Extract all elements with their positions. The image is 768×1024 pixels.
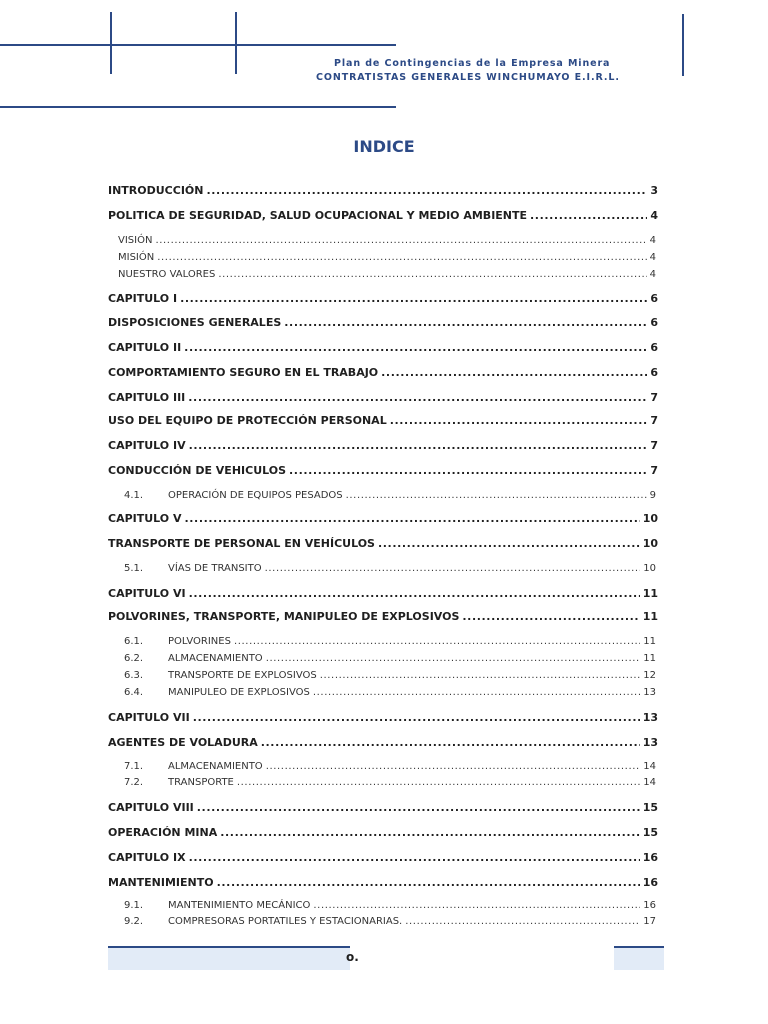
toc-entry: [124, 653, 656, 664]
toc-entry-label: DISPOSICIONES GENERALES: [108, 316, 282, 329]
toc-entry: [108, 512, 658, 525]
toc-entry: [108, 851, 658, 864]
toc-entry: [108, 826, 658, 839]
toc-entry: [108, 439, 658, 452]
toc-entry-label: ALMACENAMIENTO: [168, 653, 263, 664]
page-title: INDICE: [353, 137, 415, 156]
toc-leader-dots: [530, 209, 647, 222]
toc-entry-number: 9.2.: [124, 916, 144, 927]
toc-entry-label: MANIPULEO DE EXPLOSIVOS: [168, 687, 310, 698]
toc-entry-page: 15: [642, 826, 658, 839]
toc-entry-page: 4: [649, 252, 656, 263]
toc-entry-page: 6: [650, 316, 658, 329]
toc-entry: [124, 490, 656, 501]
toc-entry-page: 10: [643, 563, 656, 574]
header-line-1: Plan de Contingencias de la Empresa Minera: [334, 58, 611, 69]
toc-entry: [124, 636, 656, 647]
toc-entry: [124, 687, 656, 698]
footer-rule-left: [108, 946, 350, 948]
toc-entry-label: TRANSPORTE DE EXPLOSIVOS: [168, 670, 317, 681]
toc-entry-number: 6.2.: [124, 653, 144, 664]
toc-entry: [108, 587, 658, 600]
toc-entry-page: 16: [643, 900, 656, 911]
toc-leader-dots: [265, 563, 641, 574]
toc-entry-label: TRANSPORTE: [168, 777, 234, 788]
toc-entry: [108, 801, 658, 814]
footer-box-left: [108, 948, 350, 970]
toc-entry-number: 6.1.: [124, 636, 144, 647]
toc-leader-dots: [234, 636, 640, 647]
toc-entry-label: POLVORINES, TRANSPORTE, MANIPULEO DE EXPLOSIVOS: [108, 610, 460, 623]
toc-entry: [108, 292, 658, 305]
toc-entry-label: MISIÓN: [118, 252, 155, 263]
toc-entry: [108, 711, 658, 724]
toc-entry-page: 9: [649, 490, 656, 501]
toc-entry-number: 6.4.: [124, 687, 144, 698]
toc-entry-number: 9.1.: [124, 900, 144, 911]
toc-leader-dots: [390, 414, 648, 427]
toc-entry: [108, 464, 658, 477]
toc-leader-dots: [346, 490, 647, 501]
toc-entry: [118, 269, 656, 280]
toc-entry: [124, 900, 656, 911]
toc-entry-page: 10: [642, 512, 658, 525]
toc-entry: [108, 876, 658, 889]
toc-entry-label: USO DEL EQUIPO DE PROTECCIÓN PERSONAL: [108, 414, 387, 427]
toc-entry: [118, 252, 656, 263]
toc-entry-page: 11: [643, 653, 656, 664]
toc-leader-dots: [220, 826, 639, 839]
toc-entry: [108, 209, 658, 222]
toc-entry-label: CAPITULO II: [108, 341, 182, 354]
toc-entry-page: 7: [650, 439, 658, 452]
toc-leader-dots: [405, 916, 640, 927]
toc-leader-dots: [155, 235, 646, 246]
toc-leader-dots: [266, 653, 641, 664]
toc-entry-page: 16: [642, 876, 658, 889]
toc-leader-dots: [197, 801, 640, 814]
toc-entry-page: 7: [650, 391, 658, 404]
toc-entry-page: 12: [643, 670, 656, 681]
footer-rule-right: [614, 946, 664, 948]
toc-entry-label: CONDUCCIÓN DE VEHICULOS: [108, 464, 287, 477]
toc-entry-label: COMPORTAMIENTO SEGURO EN EL TRABAJO: [108, 366, 379, 379]
toc-entry: [108, 341, 658, 354]
toc-entry: [124, 670, 656, 681]
toc-entry-page: 11: [642, 610, 658, 623]
toc-entry: [108, 610, 658, 623]
toc-leader-dots: [180, 292, 647, 305]
toc-leader-dots: [320, 670, 641, 681]
toc-entry-label: MANTENIMIENTO: [108, 876, 214, 889]
toc-leader-dots: [313, 687, 640, 698]
toc-leader-dots: [193, 711, 640, 724]
toc-leader-dots: [157, 252, 646, 263]
toc-entry-page: 6: [650, 292, 658, 305]
toc-entry-label: OPERACIÓN MINA: [108, 826, 218, 839]
toc-entry-page: 15: [642, 801, 658, 814]
toc-entry-label: AGENTES DE VOLADURA: [108, 736, 258, 749]
toc-entry-page: 13: [642, 736, 658, 749]
toc-entry-page: 3: [650, 184, 658, 197]
toc-entry: [108, 391, 658, 404]
toc-entry: [108, 414, 658, 427]
toc-entry-label: TRANSPORTE DE PERSONAL EN VEHÍCULOS: [108, 537, 375, 550]
toc-entry: [124, 777, 656, 788]
toc-leader-dots: [218, 269, 646, 280]
toc-entry-page: 7: [650, 414, 658, 427]
header-line-2: CONTRATISTAS GENERALES WINCHUMAYO E.I.R.L.: [316, 72, 620, 83]
toc-entry: [108, 736, 658, 749]
toc-entry: [108, 184, 658, 197]
toc-entry-page: 14: [643, 777, 656, 788]
toc-entry-label: POLVORINES: [168, 636, 231, 647]
toc-entry: [124, 563, 656, 574]
toc-leader-dots: [189, 851, 640, 864]
toc-entry: [124, 916, 656, 927]
toc-entry-number: 4.1.: [124, 490, 144, 501]
footer-box-right: [614, 948, 664, 970]
toc-entry-label: CAPITULO VII: [108, 711, 190, 724]
toc-entry-label: OPERACIÓN DE EQUIPOS PESADOS: [168, 490, 343, 501]
toc-leader-dots: [381, 366, 647, 379]
toc-leader-dots: [206, 184, 647, 197]
toc-leader-dots: [313, 900, 640, 911]
toc-entry-label: VÍAS DE TRANSITO: [168, 563, 262, 574]
toc-entry-page: 14: [643, 761, 656, 772]
toc-entry-page: 10: [642, 537, 658, 550]
toc-leader-dots: [261, 736, 640, 749]
toc-leader-dots: [266, 761, 641, 772]
footer-text: o.: [346, 950, 359, 964]
toc-entry-label: CAPITULO I: [108, 292, 178, 305]
toc-entry-page: 4: [649, 235, 656, 246]
toc-entry-label: CAPITULO III: [108, 391, 186, 404]
toc-entry: [108, 316, 658, 329]
toc-leader-dots: [284, 316, 647, 329]
toc-entry-label: ALMACENAMIENTO: [168, 761, 263, 772]
toc-entry-page: 4: [650, 209, 658, 222]
toc-entry-number: 7.2.: [124, 777, 144, 788]
toc-entry: [108, 366, 658, 379]
toc-leader-dots: [217, 876, 640, 889]
toc-entry-label: INTRODUCCIÓN: [108, 184, 204, 197]
toc-entry-page: 17: [643, 916, 656, 927]
toc-leader-dots: [188, 391, 647, 404]
toc-entry-page: 7: [650, 464, 658, 477]
toc-entry-label: POLITICA DE SEGURIDAD, SALUD OCUPACIONAL Y MEDIO AMBIENTE: [108, 209, 528, 222]
toc-entry-label: VISIÓN: [118, 235, 153, 246]
toc-leader-dots: [237, 777, 640, 788]
toc-leader-dots: [184, 341, 647, 354]
toc-leader-dots: [462, 610, 639, 623]
toc-entry: [124, 761, 656, 772]
toc-entry-label: CAPITULO IV: [108, 439, 186, 452]
toc-entry-number: 7.1.: [124, 761, 144, 772]
toc-leader-dots: [185, 512, 640, 525]
toc-leader-dots: [378, 537, 640, 550]
toc-entry-page: 6: [650, 341, 658, 354]
toc-entry-number: 5.1.: [124, 563, 144, 574]
toc-entry-label: CAPITULO IX: [108, 851, 186, 864]
toc-entry-page: 13: [643, 687, 656, 698]
toc-entry-label: CAPITULO VI: [108, 587, 186, 600]
toc-entry-page: 11: [642, 587, 658, 600]
toc-leader-dots: [289, 464, 647, 477]
toc-entry-label: CAPITULO VIII: [108, 801, 194, 814]
toc-entry-label: CAPITULO V: [108, 512, 182, 525]
toc-entry-label: NUESTRO VALORES: [118, 269, 216, 280]
toc-entry: [108, 537, 658, 550]
toc-leader-dots: [189, 587, 640, 600]
toc-entry-number: 6.3.: [124, 670, 144, 681]
toc-entry-page: 4: [649, 269, 656, 280]
toc-entry-page: 16: [642, 851, 658, 864]
toc-entry-page: 13: [642, 711, 658, 724]
toc-entry-page: 11: [643, 636, 656, 647]
toc-entry-page: 6: [650, 366, 658, 379]
toc-leader-dots: [189, 439, 648, 452]
toc-entry-label: COMPRESORAS PORTATILES Y ESTACIONARIAS.: [168, 916, 403, 927]
toc-entry: [118, 235, 656, 246]
toc-entry-label: MANTENIMIENTO MECÁNICO: [168, 900, 311, 911]
